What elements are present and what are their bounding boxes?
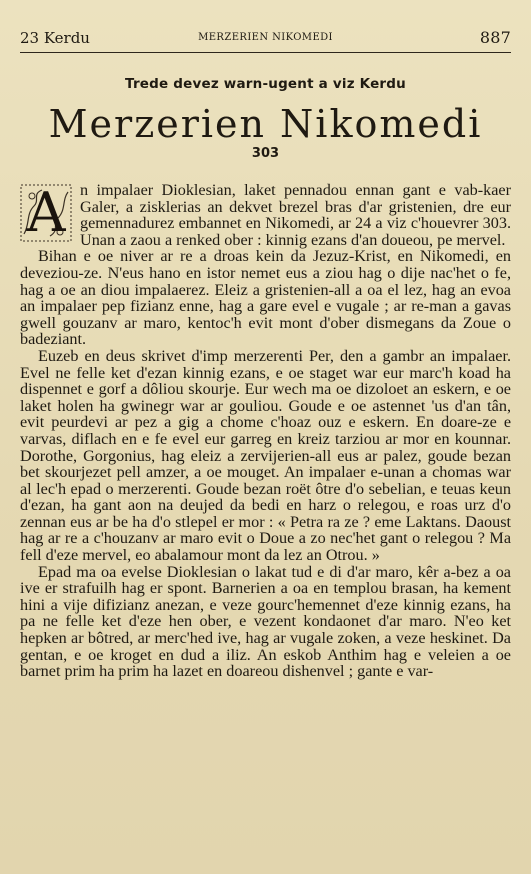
article-number: 303 bbox=[251, 146, 280, 161]
running-head-title: MERZERIEN NIKOMEDI bbox=[198, 32, 333, 43]
paragraph: Euzeb en deus skrivet d'imp merzerenti Per, den a gambr an impalaer. Evel ne felle ket d'ezan kinnig ezans, e oe staget war eur marc'h koad ha dispennet e gorf a dôliou skourje. Eur wech ma oe dizoloet an eskern, e oe laket holen ha gwinegr war ar gouliou. Goude e oe astennet 'us d'an tân, evit peurdevi ar pez a gig a chome c'hoaz ouz e eskern. En doare-ze e varvas, diflach en e fe evel eur garreg en kreiz tarziou ar mor en kounnar. Dorothe, Gorgonius, hag eleiz a zervijerien-all eus ar palez, goude bezan bet skourjezet pell amzer, a oe mouget. An impalaer e-unan a chomas war al lec'h epad o merzerenti. Goude bezan roët ôtre d'o sebelian, e teuas keun d'ezan, ha gant aon na deujed da bedi en harz o relegou, e roas urz d'o zennan eus ar be ha d'o stlepel er mor : « Petra ra ze ? eme Laktans. Daoust hag ar re a c'houzanv ar maro evit o Doue a zo nec'het gant o relegou ? Ma fell d'eze mervel, eo abalamour mont da lez an Otrou. » bbox=[20, 346, 511, 565]
paragraph: Epad ma oa evelse Dioklesian o lakat tud e di d'ar maro, kêr a-bez a oa ive er strafuilh hag er spont. Barnerien a oa en templou brasan, ha kement hini a vije difizianz anezan, e veze gourc'hemennet d'eze kinnig ezans, ha pa ne felle ket d'eze hen ober, e vezent kondaonet d'ar maro. N'eo ket hepken ar bôtred, ar merc'hed ive, hag ar vugale zoken, a veze heskinet. Da gentan, e oe kroget en dud a iliz. An eskob Anthim hag e veleien a oe barnet prim ha prim ha lazet en doareou dishenvel ; gante e var- bbox=[20, 562, 511, 681]
page-number: 887 bbox=[479, 28, 511, 47]
article-subtitle: Trede devez warn-ugent a viz Kerdu bbox=[125, 76, 406, 92]
drop-cap-letter: A bbox=[26, 181, 66, 244]
header-rule bbox=[20, 52, 511, 53]
article-header bbox=[20, 76, 511, 161]
running-head bbox=[20, 28, 511, 50]
drop-cap bbox=[20, 181, 72, 244]
paragraph: n impalaer Dioklesian, laket pennadou ennan gant e vab-kaer Galer, a zisklerias an dekvet brezel bras d'ar gristenien, dre eur gemennadurez embannet en Nikomedi, ar 24 a viz c'houevrer 303. Unan a zaou a renked ober : kinnig ezans d'an doueou, pe mervel. bbox=[80, 181, 511, 249]
article-title: Merzerien Nikomedi bbox=[48, 102, 483, 146]
running-head-left: 23 Kerdu bbox=[20, 29, 90, 47]
paragraph: Bihan e oe niver ar re a droas kein da Jezuz-Krist, en Nikomedi, en deveziou-ze. N'eus hano en istor nemet eus a ziou hag o dije nac'het o fe, hag a oe an diou impalaerez. Eleiz a gristenien-all a oa el lez, hag an evoa an impalaer pep fizianz enne, hag a gare evel e vugale ; ar re-man a gavas gwell gouzanv ar maro, kentoc'h evit mont d'ober dismegans da Zoue o badeziant. bbox=[20, 247, 511, 349]
article-body bbox=[20, 182, 511, 866]
